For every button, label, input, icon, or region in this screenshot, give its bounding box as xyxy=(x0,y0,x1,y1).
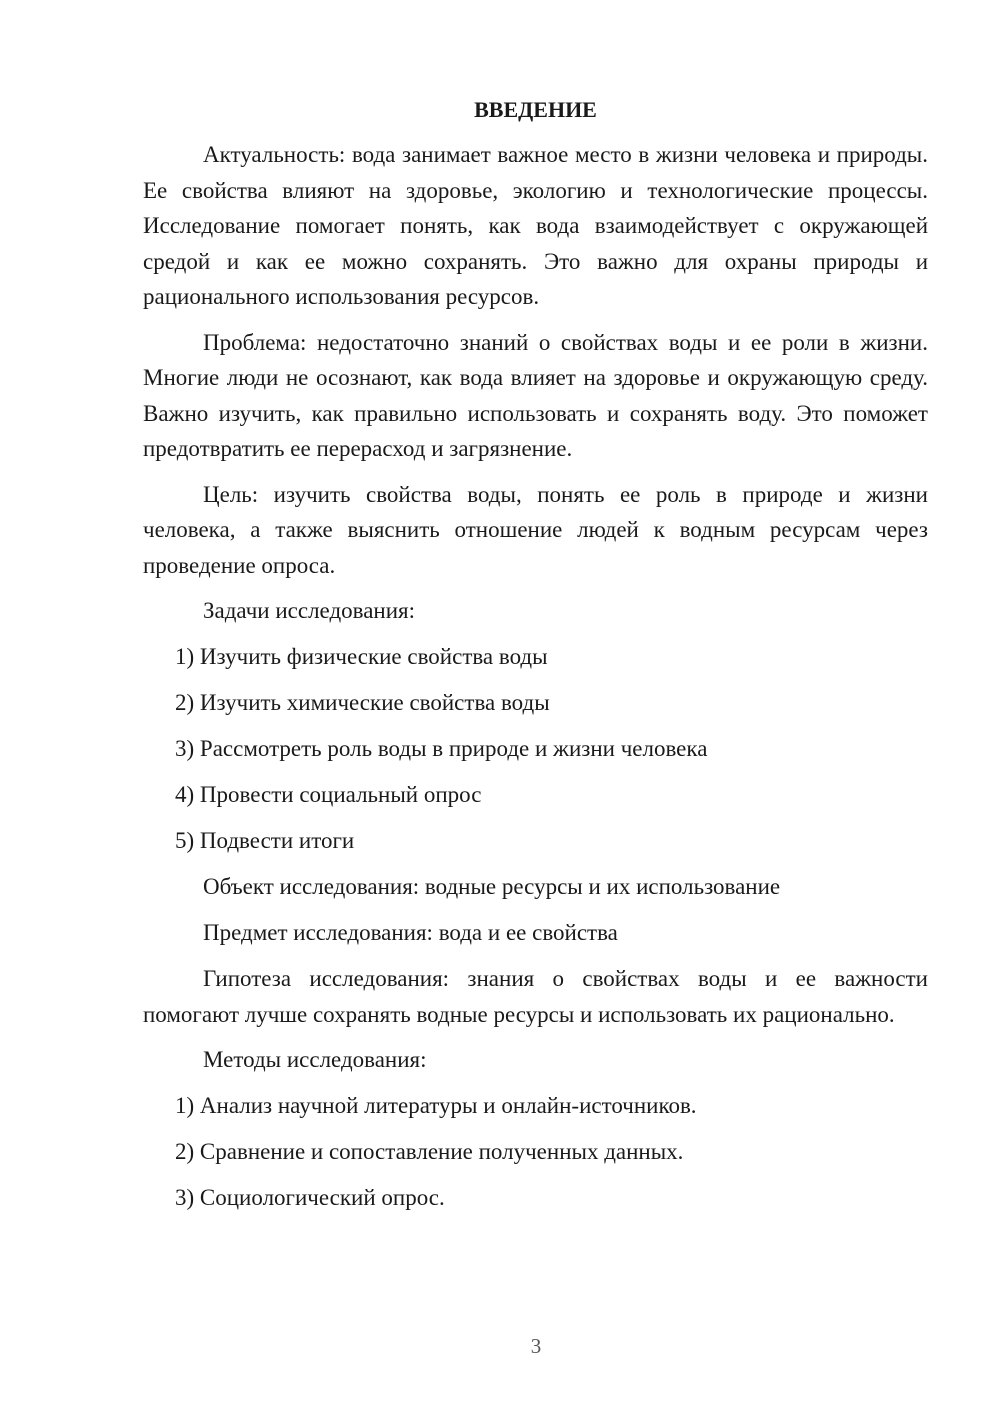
page-number: 3 xyxy=(530,1334,542,1358)
hypothesis-paragraph: Гипотеза исследования: знания о свойствах воды и ее важности помогают лучше сохранять водные ресурсы и использовать их рационально. xyxy=(143,966,928,1027)
research-object: Объект исследования: водные ресурсы и их использование xyxy=(203,874,781,899)
task-item: 1) Изучить физические свойства воды xyxy=(175,644,548,669)
method-item: 2) Сравнение и сопоставление полученных данных. xyxy=(175,1139,684,1164)
problem-paragraph: Проблема: недостаточно знаний о свойствах воды и ее роли в жизни. Многие люди не осознают, как вода влияет на здоровье и окружающую среду. Важно изучить, как правильно использовать и сохранять воду. Это поможет предотвратить ее перерасход и загрязнение. xyxy=(143,329,928,461)
task-item: 3) Рассмотреть роль воды в природе и жизни человека xyxy=(175,736,708,761)
research-subject: Предмет исследования: вода и ее свойства xyxy=(203,920,618,945)
tasks-heading: Задачи исследования: xyxy=(203,598,416,623)
task-item: 5) Подвести итоги xyxy=(175,828,355,853)
methods-heading: Методы исследования: xyxy=(203,1047,427,1072)
task-item: 2) Изучить химические свойства воды xyxy=(175,690,550,715)
method-item: 3) Социологический опрос. xyxy=(175,1185,445,1210)
page-content xyxy=(143,92,928,1226)
goal-paragraph: Цель: изучить свойства воды, понять ее роль в природе и жизни человека, а также выяснить отношение людей к водным ресурсам через проведение опроса. xyxy=(143,481,928,578)
section-title: ВВЕДЕНИЕ xyxy=(474,97,597,122)
task-item: 4) Провести социальный опрос xyxy=(175,782,482,807)
method-item: 1) Анализ научной литературы и онлайн-источников. xyxy=(175,1093,697,1118)
relevance-paragraph: Актуальность: вода занимает важное место в жизни человека и природы. Ее свойства влияют на здоровье, экологию и технологические процессы. Исследование помогает понять, как вода взаимодействует с окружающей средой и как ее можно сохранять. Это важно для охраны природы и рационального использования ресурсов. xyxy=(143,142,928,309)
